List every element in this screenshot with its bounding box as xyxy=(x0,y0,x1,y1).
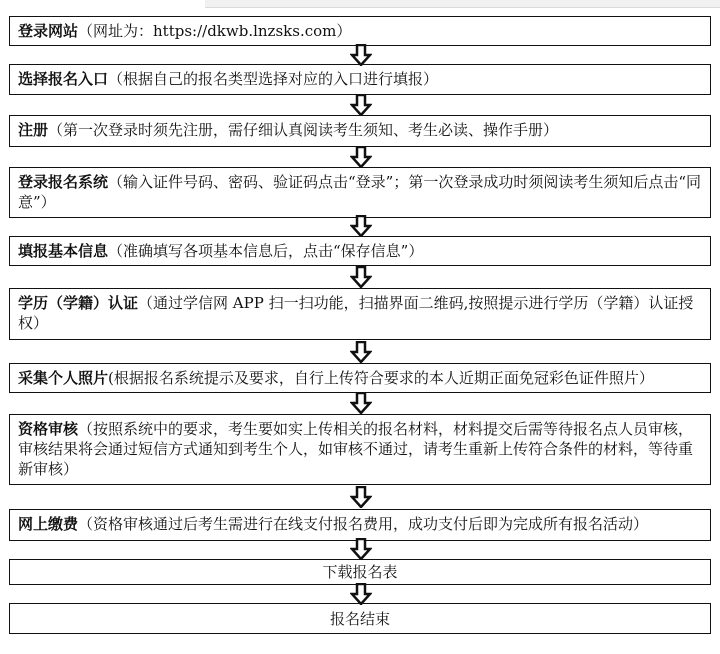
step-8-box xyxy=(9,414,711,485)
step-6-title: 学历（学籍）认证 xyxy=(18,294,139,312)
down-arrow-icon xyxy=(350,392,372,414)
step-4-box xyxy=(9,167,711,218)
down-arrow-icon xyxy=(350,341,372,363)
down-arrow-icon xyxy=(350,538,372,560)
step-3-title: 注册 xyxy=(18,121,49,139)
step-1-box xyxy=(9,16,711,46)
step-2-title: 选择报名入口 xyxy=(18,70,109,88)
step-9-box xyxy=(9,509,711,541)
step-2-box xyxy=(9,64,711,95)
down-arrow-icon xyxy=(350,146,372,168)
step-2-desc: （根据自己的报名类型选择对应的入口进行填报） xyxy=(108,70,439,88)
step-7-box xyxy=(9,363,711,393)
top-bar xyxy=(205,0,720,8)
step-4-desc: （输入证件号码、密码、验证码点击“登录”；第一次登录成功时须阅读考生须知后点击“同意”） xyxy=(18,173,702,211)
step-3-desc: （第一次登录时须先注册，需仔细认真阅读考生须知、考生必读、操作手册） xyxy=(48,121,559,139)
step-5-box xyxy=(9,236,711,266)
step-5-title: 填报基本信息 xyxy=(18,242,109,260)
step-8-desc: （按照系统中的要求，考生要如实上传相关的报名材料，材料提交后需等待报名点人员审核，审核结果将会通过短信方式通知到考生个人，如审核不通过，请考生重新上传符合条件的材料，等待重新审核） xyxy=(18,420,694,478)
step-7-title: 采集个人照片 xyxy=(18,369,109,387)
step-9-desc: （资格审核通过后考生需进行在线支付报名费用，成功支付后即为完成所有报名活动） xyxy=(78,515,649,533)
down-arrow-icon xyxy=(350,583,372,605)
down-arrow-icon xyxy=(350,44,372,66)
step-11-title: 报名结束 xyxy=(329,610,390,628)
step-3-box xyxy=(9,115,711,147)
down-arrow-icon xyxy=(350,94,372,116)
step-6-desc: （通过学信网 APP 扫一扫功能，扫描界面二维码,按照提示进行学历（学籍）认证授权） xyxy=(18,294,694,332)
step-4-title: 登录报名系统 xyxy=(18,173,109,191)
step-1-desc: （网址为：https://dkwb.lnzsks.com） xyxy=(78,22,352,40)
step-5-desc: （准确填写各项基本信息后，点击“保存信息”） xyxy=(108,242,424,260)
down-arrow-icon xyxy=(350,215,372,237)
step-7-desc: (根据报名系统提示及要求，自行上传符合要求的本人近期正面免冠彩色证件照片） xyxy=(108,369,654,387)
step-11-box xyxy=(9,603,711,634)
step-9-title: 网上缴费 xyxy=(18,515,79,533)
down-arrow-icon xyxy=(350,266,372,288)
step-6-box xyxy=(9,288,711,340)
step-10-box xyxy=(9,559,711,585)
down-arrow-icon xyxy=(350,486,372,508)
step-10-title: 下载报名表 xyxy=(322,563,398,581)
step-1-title: 登录网站 xyxy=(18,22,79,40)
step-8-title: 资格审核 xyxy=(18,420,79,438)
